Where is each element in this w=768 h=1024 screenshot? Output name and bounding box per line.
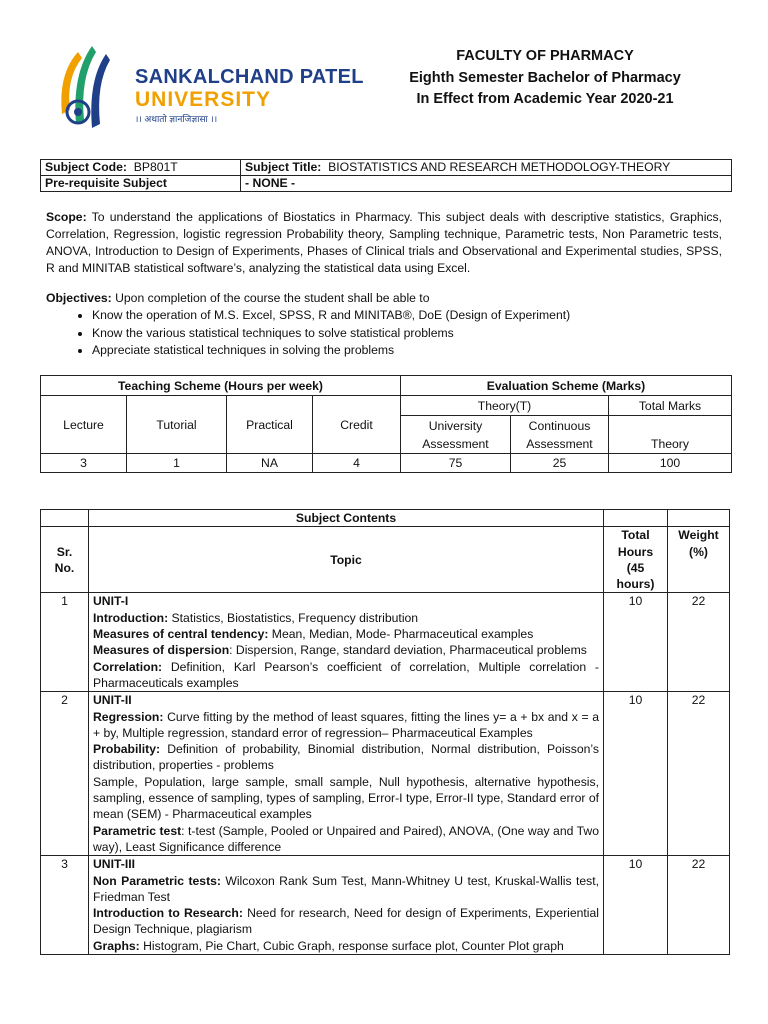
continuous-assessment-value: 25 bbox=[511, 454, 609, 473]
objectives-section bbox=[46, 290, 722, 360]
objectives-intro: Upon completion of the course the student shall be able to bbox=[111, 291, 430, 305]
subject-code: BP801T bbox=[133, 160, 178, 174]
list-item: • Know the operation of M.S. Excel, SPSS, R and MINITAB®, DoE (Design of Experiment) bbox=[92, 307, 722, 325]
topic-item bbox=[93, 741, 599, 774]
unit-title: UNIT-II bbox=[93, 693, 132, 708]
total-hours-header bbox=[604, 527, 668, 593]
effect-title: In Effect from Academic Year 2020-21 bbox=[416, 91, 674, 107]
sr-label: Sr. bbox=[56, 544, 73, 559]
topic-text: Statistics, Biostatistics, Frequency distribution bbox=[168, 610, 419, 625]
subject-title-label: Subject Title: bbox=[245, 160, 322, 174]
table-row bbox=[41, 692, 730, 856]
hours-line: hours) bbox=[616, 577, 655, 592]
theory-header: Theory bbox=[609, 416, 732, 454]
practical-header: Practical bbox=[227, 396, 313, 454]
topic-item bbox=[93, 873, 599, 906]
faculty-title: FACULTY OF PHARMACY bbox=[456, 48, 634, 64]
univ-line1: University bbox=[428, 418, 483, 433]
topic-heading: Measures of dispersion bbox=[93, 643, 230, 658]
weight-header bbox=[668, 527, 730, 593]
total-marks-header: Total Marks bbox=[609, 396, 732, 416]
topic-heading: Measures of central tendency: bbox=[93, 627, 269, 642]
topic-heading: Introduction: bbox=[93, 610, 169, 625]
theory-t-header: Theory(T) bbox=[401, 396, 609, 416]
topic-item bbox=[93, 709, 599, 742]
sr-no: 1 bbox=[41, 593, 89, 692]
cont-line2: Assessment bbox=[526, 436, 593, 451]
university-assessment-header bbox=[401, 416, 511, 454]
continuous-assessment-header bbox=[511, 416, 609, 454]
evaluation-scheme-header: Evaluation Scheme (Marks) bbox=[401, 376, 732, 396]
scope-text: To understand the applications of Biostatics in Pharmacy. This subject deals with descriptive statistics, Graphics, Correlation, Regression, logistic regression Probability theory, Sampling technique, Parametric tests, Non Parametric tests, ANOVA, Introduction to Design of Experiments, Phases of Clinical trials and Observational and Experimental studies, SPSS, R and MINITAB statistical software’s, analyzing the statistical data using Excel. bbox=[46, 210, 722, 275]
scheme-table bbox=[40, 375, 732, 473]
univ-line2: Assessment bbox=[422, 436, 489, 451]
topic-heading: Parametric test bbox=[93, 823, 182, 838]
hours-line: Hours bbox=[617, 544, 654, 559]
subject-contents-table bbox=[40, 509, 730, 955]
topic-heading: Correlation: bbox=[93, 659, 163, 674]
topic-text: : Dispersion, Range, standard deviation, Pharmaceutical problems bbox=[229, 643, 587, 658]
topic-header: Topic bbox=[89, 527, 604, 593]
topic-item bbox=[93, 774, 599, 823]
university-name-line1: SANKALCHAND PATEL bbox=[135, 66, 364, 88]
unit-hours: 10 bbox=[604, 856, 668, 955]
topic-text: Wilcoxon Rank Sum Test, Mann-Whitney U test, Kruskal-Wallis test, Friedman Test bbox=[93, 873, 599, 904]
topic-text: Sample, Population, large sample, small sample, Null hypothesis, alternative hypothesis, sampling, essence of sampling, types of sampling, Error-I type, Error-II type, Standard error of mean (SEM) - Pharmaceutical examples bbox=[93, 774, 599, 822]
university-assessment-value: 75 bbox=[401, 454, 511, 473]
topic-heading: Regression: bbox=[93, 709, 164, 724]
unit-weight: 22 bbox=[668, 856, 730, 955]
topic-heading: Non Parametric tests: bbox=[93, 873, 221, 888]
topic-item bbox=[93, 823, 599, 856]
credit-value: 4 bbox=[313, 454, 401, 473]
topic-item bbox=[93, 626, 599, 642]
topic-text: Definition, Karl Pearson’s coefficient of correlation, Multiple correlation - Pharmaceuticals examples bbox=[93, 659, 599, 690]
topic-heading: Introduction to Research: bbox=[93, 906, 243, 921]
lecture-header: Lecture bbox=[41, 396, 127, 454]
credit-header: Credit bbox=[313, 396, 401, 454]
unit-topic bbox=[89, 856, 604, 955]
tutorial-value: 1 bbox=[127, 454, 227, 473]
hours-line: (45 bbox=[626, 560, 645, 575]
university-motto: ।। अथातो ज्ञानजिज्ञासा ।। bbox=[135, 114, 218, 124]
weight-line: (%) bbox=[689, 544, 708, 559]
semester-title: Eighth Semester Bachelor of Pharmacy bbox=[409, 69, 681, 86]
university-emblem-icon bbox=[48, 44, 132, 134]
topic-text: Histogram, Pie Chart, Cubic Graph, response surface plot, Counter Plot graph bbox=[139, 938, 564, 953]
tutorial-header: Tutorial bbox=[127, 396, 227, 454]
objectives-label: Objectives: bbox=[46, 291, 112, 305]
topic-text: Need for research, Need for design of Experiments, Experiential Design Technique, plagiarism bbox=[93, 906, 600, 937]
total-marks-value: 100 bbox=[609, 454, 732, 473]
subject-info-table bbox=[40, 159, 732, 192]
weight-line: Weight bbox=[678, 528, 719, 543]
topic-text: Mean, Median, Mode- Pharmaceutical examples bbox=[268, 627, 534, 642]
sr-no: 2 bbox=[41, 692, 89, 856]
unit-weight: 22 bbox=[668, 593, 730, 692]
unit-title: UNIT-III bbox=[93, 857, 135, 872]
document-header bbox=[380, 46, 710, 111]
cont-line1: Continuous bbox=[528, 418, 591, 433]
unit-hours: 10 bbox=[604, 692, 668, 856]
topic-item bbox=[93, 642, 599, 658]
unit-topic bbox=[89, 692, 604, 856]
contents-title: Subject Contents bbox=[89, 510, 604, 527]
topic-item bbox=[93, 659, 599, 692]
unit-rows bbox=[41, 593, 730, 955]
prereq-label: Pre-requisite Subject bbox=[41, 176, 241, 192]
objectives-list bbox=[46, 307, 722, 360]
teaching-scheme-header: Teaching Scheme (Hours per week) bbox=[41, 376, 401, 396]
university-name-line2: UNIVERSITY bbox=[135, 88, 272, 111]
topic-text: Curve fitting by the method of least squares, fitting the lines y= a + bx and x = a + by, Multiple regression, standard error of regression– Pharmaceutical Examples bbox=[93, 709, 599, 740]
table-row bbox=[41, 593, 730, 692]
topic-heading: Probability: bbox=[93, 742, 161, 757]
unit-title: UNIT-I bbox=[93, 594, 129, 609]
subject-title: BIOSTATISTICS AND RESEARCH METHODOLOGY-THEORY bbox=[328, 160, 671, 174]
list-item: • Know the various statistical techniques to solve statistical problems bbox=[92, 325, 722, 343]
topic-text: : t-test (Sample, Pooled or Unpaired and Paired), ANOVA, (One way and Two way), Least Significance difference bbox=[93, 823, 599, 854]
topic-item bbox=[93, 905, 599, 938]
lecture-value: 3 bbox=[41, 454, 127, 473]
list-item: • Appreciate statistical techniques in solving the problems bbox=[92, 342, 722, 360]
hours-line: Total bbox=[621, 528, 650, 543]
sr-no: 3 bbox=[41, 856, 89, 955]
sr-no-header bbox=[41, 527, 89, 593]
subject-code-cell bbox=[41, 160, 241, 176]
unit-hours: 10 bbox=[604, 593, 668, 692]
unit-weight: 22 bbox=[668, 692, 730, 856]
scope-paragraph bbox=[46, 209, 722, 277]
table-row bbox=[41, 856, 730, 955]
unit-topic bbox=[89, 593, 604, 692]
practical-value: NA bbox=[227, 454, 313, 473]
topic-item bbox=[93, 938, 599, 954]
scope-label: Scope: bbox=[46, 210, 87, 224]
subject-title-cell bbox=[241, 160, 732, 176]
university-logo bbox=[48, 44, 364, 134]
prereq-value: - NONE - bbox=[241, 176, 732, 192]
subject-code-label: Subject Code: bbox=[45, 160, 127, 174]
no-label: No. bbox=[54, 560, 75, 575]
topic-text: Definition of probability, Binomial distribution, Normal distribution, Poisson’s distribution, properties - problems bbox=[93, 742, 599, 773]
topic-item bbox=[93, 610, 599, 626]
topic-heading: Graphs: bbox=[93, 938, 140, 953]
